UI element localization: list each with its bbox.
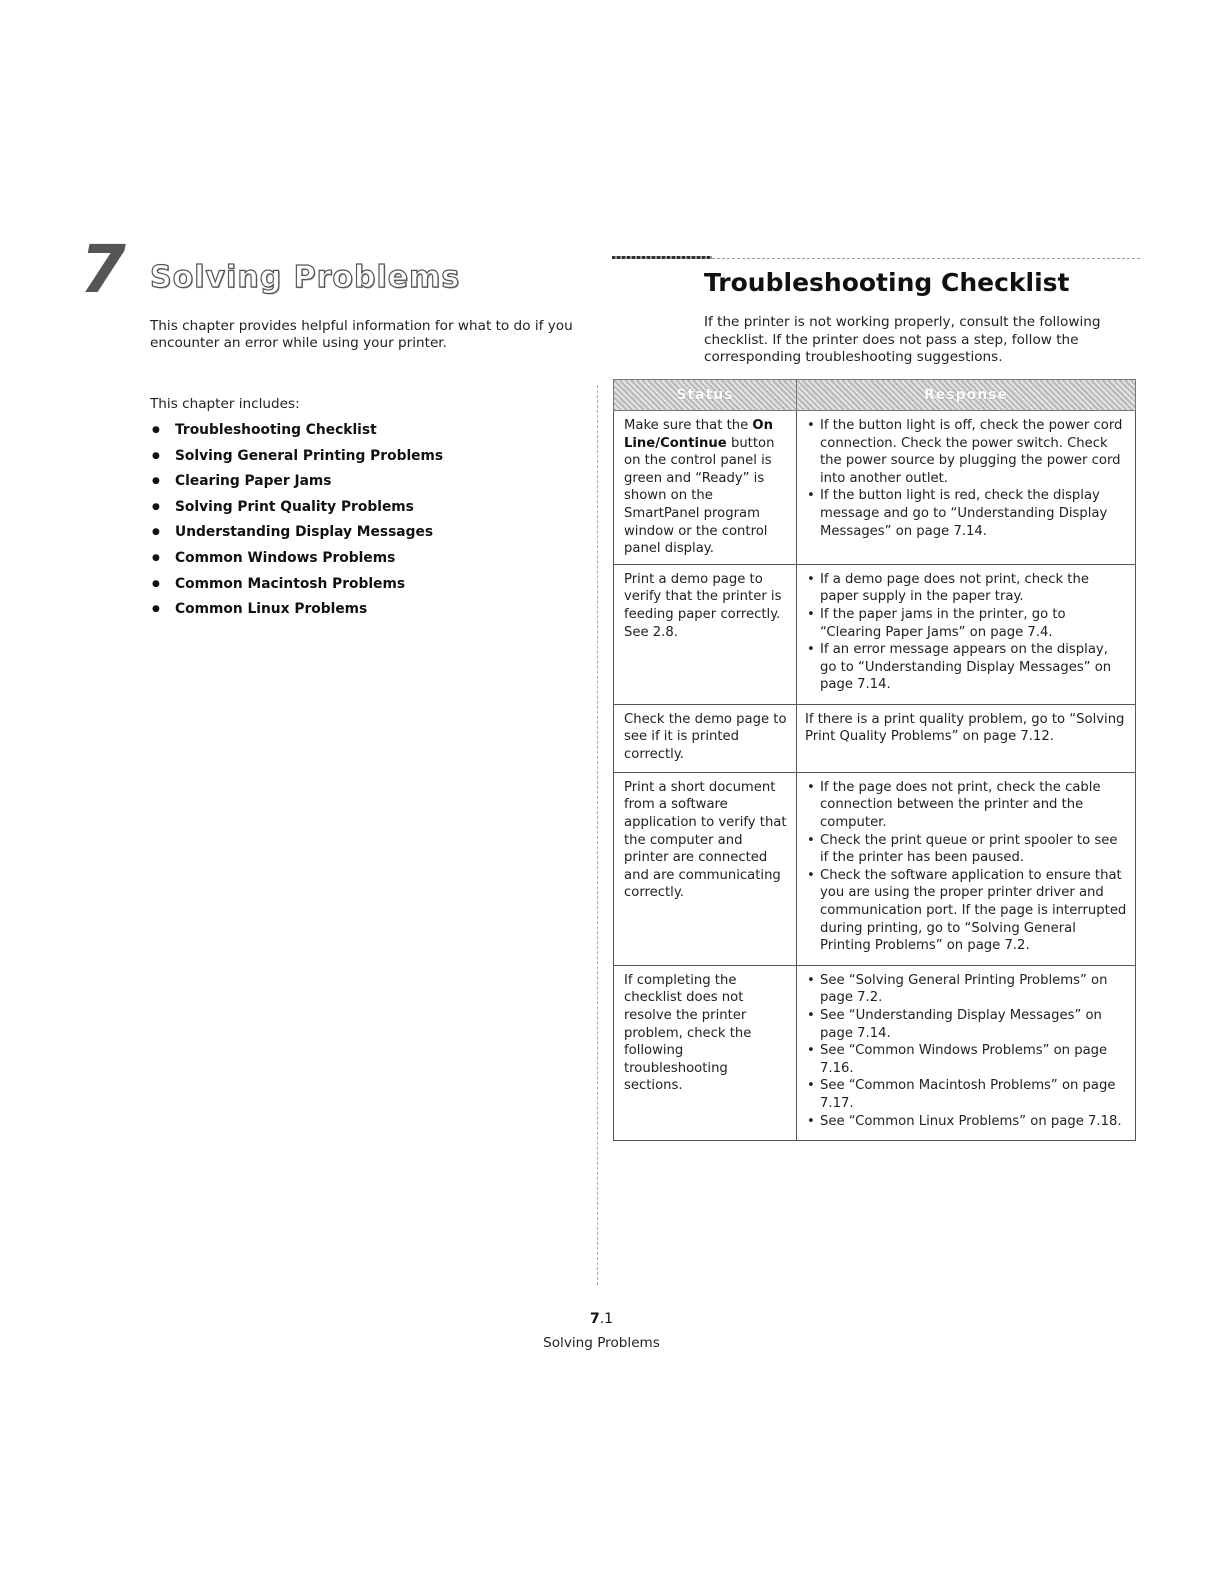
response-cell [797, 411, 1136, 565]
condition-cell: Print a short document from a software application to verify that the computer and printer are connected and are communicating correctly. [614, 772, 797, 965]
page-number [0, 1310, 1203, 1328]
chapter-contents-list [150, 422, 443, 627]
response-cell: If there is a print quality problem, go to “Solving Print Quality Problems” on page 7.12. [797, 704, 1136, 772]
section-rule-accent [612, 256, 712, 259]
list-item[interactable]: ● Solving General Printing Problems [150, 448, 443, 474]
condition-text: button on the control panel is green and “Ready” is shown on the SmartPanel program window or the control panel display. [624, 435, 775, 557]
chapter-intro: This chapter provides helpful information for what to do if you encounter an error while using your printer. [150, 318, 573, 351]
response-item: • If the button light is red, check the display message and go to “Understanding Display Messages” on page 7.14. [805, 487, 1127, 540]
includes-label: This chapter includes: [150, 396, 300, 412]
list-item[interactable]: ● Solving Print Quality Problems [150, 499, 443, 525]
response-item: • If the button light is off, check the power cord connection. Check the power switch. Check the power source by plugging the power cord into another outlet. [805, 417, 1127, 487]
troubleshooting-table [613, 379, 1136, 1141]
response-item: • Check the print queue or print spooler to see if the printer has been paused. [805, 832, 1127, 867]
column-divider [597, 385, 598, 1285]
table-row [614, 704, 1136, 772]
condition-text: Make sure that the [624, 418, 753, 433]
response-item: • See “Understanding Display Messages” on page 7.14. [805, 1007, 1127, 1042]
section-intro: If the printer is not working properly, consult the following checklist. If the printer does not pass a step, follow the corresponding troubleshooting suggestions. [704, 314, 1101, 365]
page-sub: .1 [599, 1311, 614, 1327]
response-item: • See “Common Windows Problems” on page 7.16. [805, 1042, 1127, 1077]
page-chapter: 7 [589, 1311, 600, 1327]
response-cell [797, 772, 1136, 965]
response-cell [797, 965, 1136, 1140]
list-item[interactable]: ● Common Windows Problems [150, 550, 443, 576]
response-item: • See “Common Linux Problems” on page 7.18. [805, 1113, 1127, 1131]
section-title: Troubleshooting Checklist [704, 268, 1070, 297]
response-cell [797, 564, 1136, 704]
response-item: • See “Solving General Printing Problems” on page 7.2. [805, 972, 1127, 1007]
table-row [614, 772, 1136, 965]
header-status: Status [614, 380, 797, 411]
list-item[interactable]: ● Troubleshooting Checklist [150, 422, 443, 448]
list-item[interactable]: ● Understanding Display Messages [150, 524, 443, 550]
header-response: Response [797, 380, 1136, 411]
condition-cell: If completing the checklist does not resolve the printer problem, check the following troubleshooting sections. [614, 965, 797, 1140]
response-item: • If an error message appears on the display, go to “Understanding Display Messages” on page 7.14. [805, 641, 1127, 694]
response-item: • If the page does not print, check the cable connection between the printer and the computer. [805, 779, 1127, 832]
table-row [614, 411, 1136, 565]
table-row [614, 564, 1136, 704]
response-item: • If a demo page does not print, check the paper supply in the paper tray. [805, 571, 1127, 606]
chapter-number: 7 [80, 231, 126, 308]
list-item[interactable]: ● Common Macintosh Problems [150, 576, 443, 602]
footer-title: Solving Problems [543, 1335, 660, 1351]
table-header-row [614, 380, 1136, 411]
response-item: • If the paper jams in the printer, go to “Clearing Paper Jams” on page 7.4. [805, 606, 1127, 641]
condition-cell: Print a demo page to verify that the printer is feeding paper correctly. See 2.8. [614, 564, 797, 704]
button-name: On Line/Continue [624, 418, 774, 451]
table-row [614, 965, 1136, 1140]
response-item: • Check the software application to ensure that you are using the proper printer driver and communication port. If the page is interrupted during printing, go to “Solving General Printing Problems” on page 7.2. [805, 867, 1127, 955]
chapter-title: Solving Problems [150, 260, 461, 295]
list-item[interactable]: ● Clearing Paper Jams [150, 473, 443, 499]
condition-cell: Check the demo page to see if it is printed correctly. [614, 704, 797, 772]
response-item: • See “Common Macintosh Problems” on page 7.17. [805, 1077, 1127, 1112]
condition-cell [614, 411, 797, 565]
list-item[interactable]: ● Common Linux Problems [150, 601, 443, 627]
